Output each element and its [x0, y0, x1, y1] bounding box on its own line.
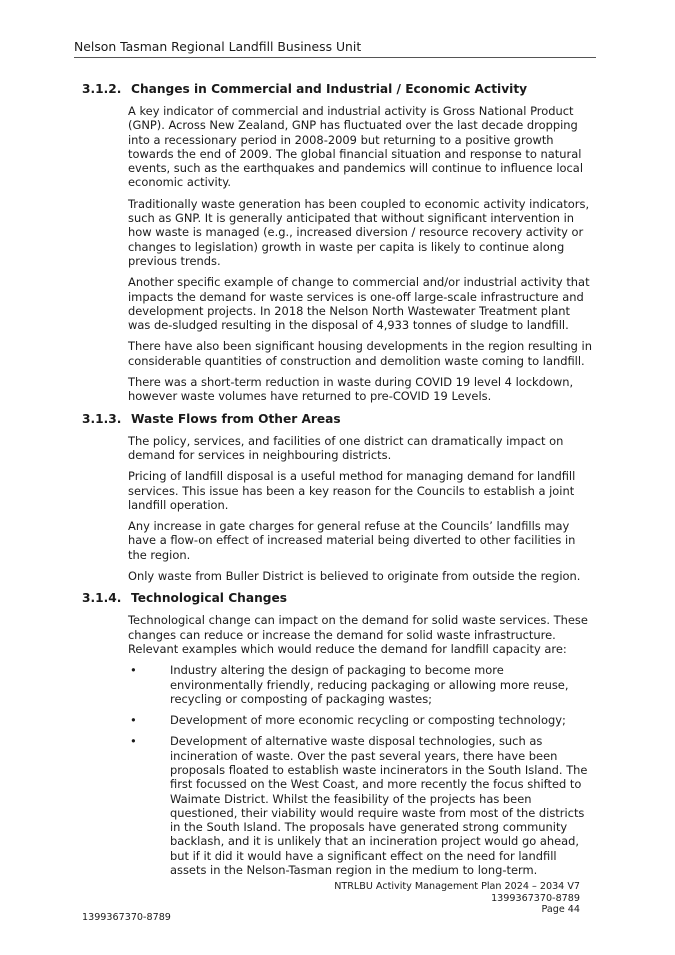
paragraph: There have also been significant housing developments in the region resulting in considerable quantities of construction and demolition waste coming to landfill.	[128, 339, 592, 368]
list-item	[128, 663, 592, 706]
section-heading	[82, 590, 592, 607]
header-title: Nelson Tasman Regional Landfill Business Unit	[74, 39, 362, 54]
section-title: Waste Flows from Other Areas	[131, 411, 341, 426]
section-heading	[82, 81, 592, 98]
running-header	[74, 38, 596, 58]
paragraph: Technological change can impact on the demand for solid waste services. These changes can reduce or increase the demand for solid waste infrastructure. Relevant examples which would reduce the demand for landfill capacity are:	[128, 613, 588, 656]
paragraph: Traditionally waste generation has been coupled to economic activity indicators, such as GNP. It is generally anticipated that without significant intervention in how waste is managed (e.g., increased diversion / resource recovery activity or changes to legislation) growth in waste per capita is likely to continue along previous trends.	[128, 196, 590, 268]
list-item	[128, 734, 592, 877]
paragraph: The policy, services, and facilities of one district can dramatically impact on demand for services in neighbouring districts.	[128, 433, 564, 462]
footer-doc-id: 1399367370-8789	[491, 892, 580, 904]
paragraph: There was a short-term reduction in waste during COVID 19 level 4 lockdown, however waste volumes have returned to pre-COVID 19 Levels.	[128, 375, 574, 404]
section-number: 3.1.3.	[82, 411, 122, 426]
section-title: Changes in Commercial and Industrial / Economic Activity	[131, 82, 528, 96]
footer-left-id: 1399367370-8789	[82, 912, 171, 923]
page-footer	[334, 881, 580, 916]
bullet-icon: •	[130, 663, 137, 678]
footer-plan-title: NTRLBU Activity Management Plan 2024 – 2034 V7	[334, 881, 580, 892]
section-number: 3.1.4.	[82, 591, 122, 606]
bullet-icon: •	[130, 734, 137, 749]
section-title: Technological Changes	[131, 591, 287, 606]
list-item-text: Development of alternative waste disposal technologies, such as incineration of waste. Over the past several years, there have been proposals floated to establish waste incinerators in the South Island. The first focussed on the West Coast, and more recently the focus shifted to Waimate District. Whilst the feasibility of the projects has been questioned, their viability would require waste from most of the districts in the South Island. The proposals have generated strong community backlash, and it is unlikely that an incineration project would go ahead, but if it did it would have a significant effect on the need for landfill assets in the Nelson-Tasman region in the medium to long-term.	[170, 734, 588, 878]
paragraph: Another specific example of change to commercial and/or industrial activity that impacts the demand for waste services is one-off large-scale infrastructure and development projects. In 2018 the Nelson North Wastewater Treatment plant was de-sludged resulting in the disposal of 4,933 tonnes of sludge to landfill.	[128, 275, 590, 333]
list-item-text: Development of more economic recycling or composting technology;	[170, 713, 566, 728]
paragraph: A key indicator of commercial and industrial activity is Gross National Product (GNP). Across New Zealand, GNP has fluctuated over the last decade dropping into a recessionary period in 2008-2009 but returning to a positive growth towards the end of 2009. The global financial situation and response to natural events, such as the earthquakes and pandemics will continue to influence local economic activity.	[128, 104, 583, 190]
section-3-1-2	[82, 81, 592, 404]
page-number: Page 44	[541, 904, 580, 916]
bullet-list	[128, 663, 592, 877]
section-heading	[82, 411, 592, 428]
list-item	[128, 713, 592, 727]
document-body	[82, 81, 592, 884]
section-3-1-4	[82, 590, 592, 877]
section-number: 3.1.2.	[82, 82, 122, 96]
paragraph: Pricing of landfill disposal is a useful method for managing demand for landfill services. This issue has been a key reason for the Councils to establish a joint landfill operation.	[128, 469, 576, 512]
list-item-text: Industry altering the design of packaging to become more environmentally friendly, reducing packaging or allowing more reuse, recycling or composting of packaging wastes;	[170, 663, 569, 706]
bullet-icon: •	[130, 713, 137, 728]
paragraph: Only waste from Buller District is believed to originate from outside the region.	[128, 569, 581, 584]
paragraph: Any increase in gate charges for general refuse at the Councils’ landfills may have a flow-on effect of increased material being diverted to other facilities in the region.	[128, 519, 576, 562]
section-3-1-3	[82, 411, 592, 584]
